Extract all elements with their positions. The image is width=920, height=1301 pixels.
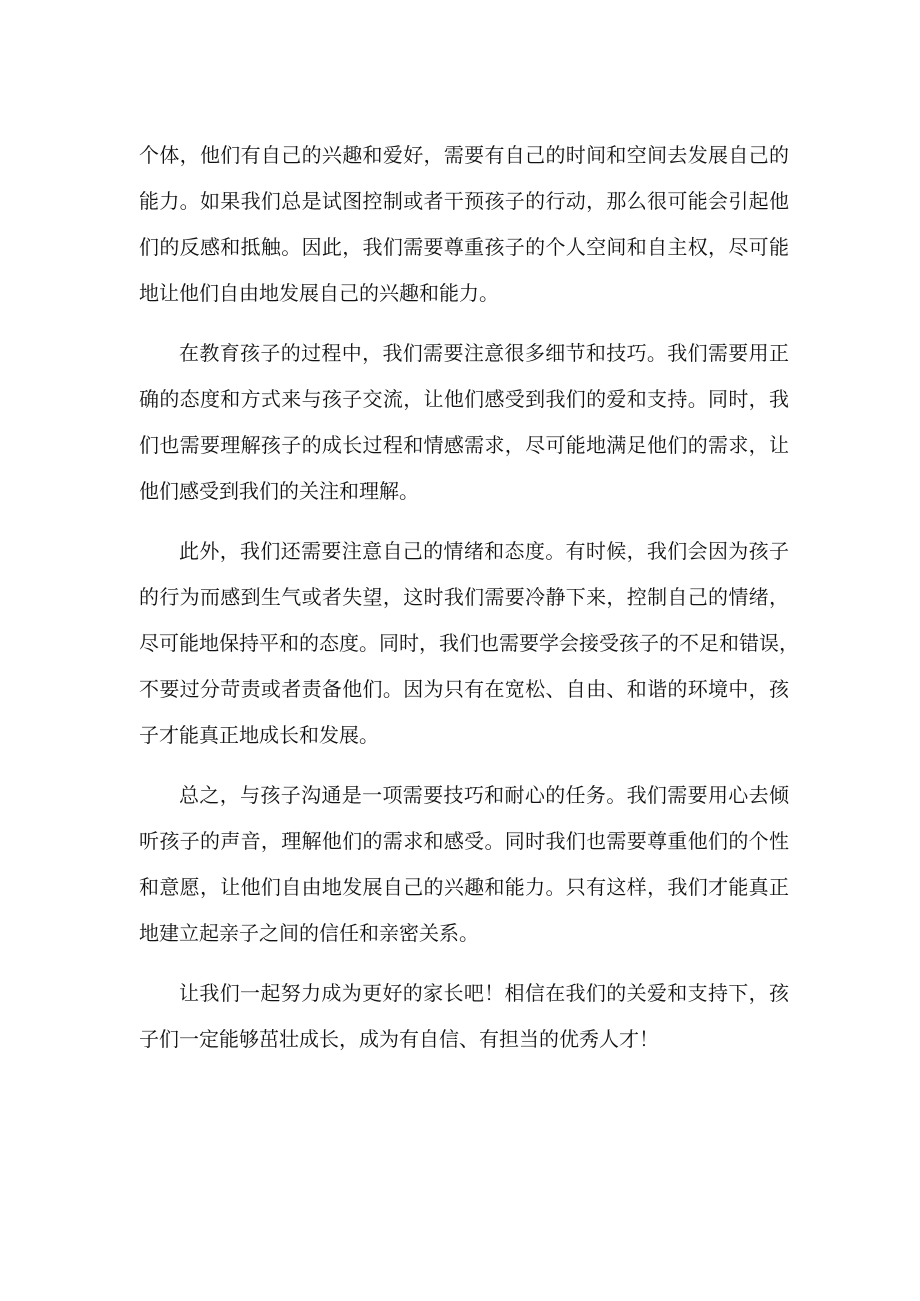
text-line: 此外，我们还需要注意自己的情绪和态度。有时候，我们会因为孩子 bbox=[179, 539, 789, 563]
text-line: 个体，他们有自己的兴趣和爱好，需要有自己的时间和空间去发展自己的 bbox=[139, 143, 789, 167]
text-line: 能力。如果我们总是试图控制或者干预孩子的行动，那么很可能会引起他 bbox=[139, 189, 789, 213]
text-line: 不要过分苛责或者责备他们。因为只有在宽松、自由、和谐的环境中，孩 bbox=[139, 677, 789, 701]
text-line: 听孩子的声音，理解他们的需求和感受。同时我们也需要尊重他们的个性 bbox=[139, 829, 789, 853]
text-line: 地建立起亲子之间的信任和亲密关系。 bbox=[139, 921, 479, 945]
paragraph-3 bbox=[139, 528, 799, 758]
text-line: 的行为而感到生气或者失望，这时我们需要冷静下来，控制自己的情绪， bbox=[139, 585, 789, 609]
text-line: 总之，与孩子沟通是一项需要技巧和耐心的任务。我们需要用心去倾 bbox=[179, 783, 789, 807]
text-line: 子才能真正地成长和发展。 bbox=[139, 723, 379, 747]
text-line: 他们感受到我们的关注和理解。 bbox=[139, 479, 419, 503]
document-body bbox=[139, 132, 799, 1076]
paragraph-5 bbox=[139, 970, 789, 1062]
paragraph-2 bbox=[139, 330, 789, 514]
text-line: 子们一定能够茁壮成长，成为有自信、有担当的优秀人才！ bbox=[139, 1027, 659, 1051]
paragraph-1 bbox=[139, 132, 789, 316]
text-line: 地让他们自由地发展自己的兴趣和能力。 bbox=[139, 281, 499, 305]
text-line: 们的反感和抵触。因此，我们需要尊重孩子的个人空间和自主权，尽可能 bbox=[139, 235, 789, 259]
text-line: 确的态度和方式来与孩子交流，让他们感受到我们的爱和支持。同时，我 bbox=[139, 387, 789, 411]
text-line: 尽可能地保持平和的态度。同时，我们也需要学会接受孩子的不足和错误， bbox=[139, 631, 799, 655]
paragraph-4 bbox=[139, 772, 789, 956]
text-line: 让我们一起努力成为更好的家长吧！相信在我们的关爱和支持下，孩 bbox=[179, 981, 789, 1005]
text-line: 和意愿，让他们自由地发展自己的兴趣和能力。只有这样，我们才能真正 bbox=[139, 875, 789, 899]
text-line: 们也需要理解孩子的成长过程和情感需求，尽可能地满足他们的需求，让 bbox=[139, 433, 789, 457]
text-line: 在教育孩子的过程中，我们需要注意很多细节和技巧。我们需要用正 bbox=[179, 341, 789, 365]
